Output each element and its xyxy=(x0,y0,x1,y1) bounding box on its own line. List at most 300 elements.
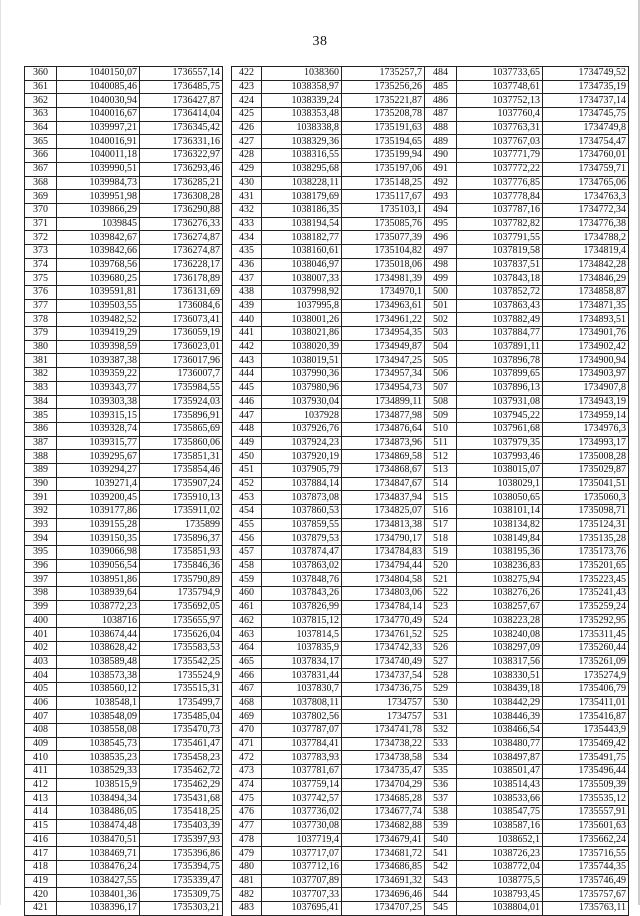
point-number-cell: 476 xyxy=(232,806,262,820)
x-coordinate-cell: 1038547,75 xyxy=(457,806,543,820)
x-coordinate-cell: 1038474,48 xyxy=(57,819,140,833)
table-row xyxy=(425,806,629,820)
coordinate-table-left xyxy=(24,66,223,916)
table-row xyxy=(232,628,425,642)
y-coordinate-cell: 1736331,16 xyxy=(140,135,223,149)
y-coordinate-cell: 1734707,25 xyxy=(342,901,425,915)
x-coordinate-cell: 1039295,67 xyxy=(57,450,140,464)
point-number-cell: 378 xyxy=(25,313,57,327)
x-coordinate-cell: 1038589,48 xyxy=(57,655,140,669)
y-coordinate-cell: 1735899 xyxy=(140,518,223,532)
y-coordinate-cell: 1735907,24 xyxy=(140,477,223,491)
table-row xyxy=(232,368,425,382)
y-coordinate-cell: 1734681,72 xyxy=(342,847,425,861)
x-coordinate-cell: 1038317,56 xyxy=(457,655,543,669)
point-number-cell: 391 xyxy=(25,491,57,505)
x-coordinate-cell: 1038020,39 xyxy=(262,340,342,354)
point-number-cell: 394 xyxy=(25,532,57,546)
x-coordinate-cell: 1037928 xyxy=(262,409,342,423)
x-coordinate-cell: 1037945,22 xyxy=(457,409,543,423)
x-coordinate-cell: 1037695,41 xyxy=(262,901,342,915)
point-number-cell: 529 xyxy=(425,682,457,696)
y-coordinate-cell: 1734876,64 xyxy=(342,422,425,436)
y-coordinate-cell: 1734877,98 xyxy=(342,409,425,423)
table-row xyxy=(425,491,629,505)
table-row xyxy=(25,149,223,163)
y-coordinate-cell: 1734949,87 xyxy=(342,340,425,354)
point-number-cell: 397 xyxy=(25,573,57,587)
point-number-cell: 380 xyxy=(25,340,57,354)
x-coordinate-cell: 1038015,07 xyxy=(457,463,543,477)
y-coordinate-cell: 1734788,2 xyxy=(543,231,629,245)
point-number-cell: 366 xyxy=(25,149,57,163)
table-row xyxy=(25,450,223,464)
x-coordinate-cell: 1038179,69 xyxy=(262,190,342,204)
point-number-cell: 494 xyxy=(425,203,457,217)
x-coordinate-cell: 1038775,5 xyxy=(457,874,543,888)
x-coordinate-cell: 1040150,07 xyxy=(57,67,140,81)
table-row xyxy=(232,381,425,395)
point-number-cell: 469 xyxy=(232,710,262,724)
y-coordinate-cell: 1734738,58 xyxy=(342,751,425,765)
point-number-cell: 439 xyxy=(232,299,262,313)
x-coordinate-cell: 1037899,65 xyxy=(457,368,543,382)
table-row xyxy=(232,94,425,108)
x-coordinate-cell: 1038329,36 xyxy=(262,135,342,149)
table-row xyxy=(25,901,223,915)
table-row xyxy=(425,792,629,806)
table-row xyxy=(425,231,629,245)
table-row xyxy=(425,724,629,738)
y-coordinate-cell: 1735491,75 xyxy=(543,751,629,765)
x-coordinate-cell: 1039990,51 xyxy=(57,162,140,176)
point-number-cell: 453 xyxy=(232,491,262,505)
point-number-cell: 481 xyxy=(232,874,262,888)
point-number-cell: 478 xyxy=(232,833,262,847)
y-coordinate-cell: 1735257,7 xyxy=(342,67,425,81)
table-row xyxy=(232,176,425,190)
x-coordinate-cell: 1038295,68 xyxy=(262,162,342,176)
point-number-cell: 454 xyxy=(232,505,262,519)
x-coordinate-cell: 1037819,58 xyxy=(457,244,543,258)
x-coordinate-cell: 1039503,55 xyxy=(57,299,140,313)
point-number-cell: 480 xyxy=(232,860,262,874)
x-coordinate-cell: 1037995,8 xyxy=(262,299,342,313)
scan-edge-left xyxy=(0,0,1,905)
point-number-cell: 425 xyxy=(232,108,262,122)
point-number-cell: 402 xyxy=(25,641,57,655)
y-coordinate-cell: 1735854,46 xyxy=(140,463,223,477)
table-row xyxy=(232,655,425,669)
x-coordinate-cell: 1037776,85 xyxy=(457,176,543,190)
point-number-cell: 542 xyxy=(425,860,457,874)
table-row xyxy=(25,888,223,902)
x-coordinate-cell: 1037830,7 xyxy=(262,682,342,696)
y-coordinate-cell: 1736059,19 xyxy=(140,327,223,341)
y-coordinate-cell: 1735135,28 xyxy=(543,532,629,546)
x-coordinate-cell: 1038515,9 xyxy=(57,778,140,792)
y-coordinate-cell: 1735148,25 xyxy=(342,176,425,190)
table-row xyxy=(425,600,629,614)
x-coordinate-cell: 1037884,14 xyxy=(262,477,342,491)
x-coordinate-cell: 1038353,48 xyxy=(262,108,342,122)
table-row xyxy=(232,409,425,423)
point-number-cell: 433 xyxy=(232,217,262,231)
table-row xyxy=(425,587,629,601)
point-number-cell: 479 xyxy=(232,847,262,861)
x-coordinate-cell: 1037979,35 xyxy=(457,436,543,450)
y-coordinate-cell: 1735397,93 xyxy=(140,833,223,847)
y-coordinate-cell: 1735485,04 xyxy=(140,710,223,724)
y-coordinate-cell: 1735199,94 xyxy=(342,149,425,163)
point-number-cell: 490 xyxy=(425,149,457,163)
y-coordinate-cell: 1734954,35 xyxy=(342,327,425,341)
table-row xyxy=(425,559,629,573)
point-number-cell: 407 xyxy=(25,710,57,724)
table-row xyxy=(25,778,223,792)
point-number-cell: 368 xyxy=(25,176,57,190)
table-row xyxy=(232,149,425,163)
y-coordinate-cell: 1735443,9 xyxy=(543,724,629,738)
table-row xyxy=(25,751,223,765)
x-coordinate-cell: 1037742,57 xyxy=(262,792,342,806)
y-coordinate-cell: 1734763,3 xyxy=(543,190,629,204)
table-row xyxy=(232,121,425,135)
y-coordinate-cell: 1735790,89 xyxy=(140,573,223,587)
point-number-cell: 372 xyxy=(25,231,57,245)
y-coordinate-cell: 1734691,32 xyxy=(342,874,425,888)
point-number-cell: 382 xyxy=(25,368,57,382)
y-coordinate-cell: 1735984,55 xyxy=(140,381,223,395)
table-row xyxy=(25,682,223,696)
y-coordinate-cell: 1734738,22 xyxy=(342,737,425,751)
table-row xyxy=(25,176,223,190)
point-number-cell: 540 xyxy=(425,833,457,847)
y-coordinate-cell: 1734957,34 xyxy=(342,368,425,382)
table-row xyxy=(425,901,629,915)
x-coordinate-cell: 1037891,11 xyxy=(457,340,543,354)
table-row xyxy=(425,737,629,751)
table-row xyxy=(25,162,223,176)
point-number-cell: 452 xyxy=(232,477,262,491)
x-coordinate-cell: 1039056,54 xyxy=(57,559,140,573)
y-coordinate-cell: 1735008,28 xyxy=(543,450,629,464)
table-row xyxy=(25,600,223,614)
table-row xyxy=(25,354,223,368)
y-coordinate-cell: 1735744,35 xyxy=(543,860,629,874)
y-coordinate-cell: 1734873,96 xyxy=(342,436,425,450)
y-coordinate-cell: 1734759,71 xyxy=(543,162,629,176)
table-row xyxy=(425,203,629,217)
point-number-cell: 365 xyxy=(25,135,57,149)
point-number-cell: 467 xyxy=(232,682,262,696)
y-coordinate-cell: 1736131,69 xyxy=(140,286,223,300)
point-number-cell: 470 xyxy=(232,724,262,738)
y-coordinate-cell: 1735117,67 xyxy=(342,190,425,204)
x-coordinate-cell: 1037843,18 xyxy=(457,272,543,286)
y-coordinate-cell: 1735339,47 xyxy=(140,874,223,888)
table-row xyxy=(425,409,629,423)
table-row xyxy=(25,203,223,217)
y-coordinate-cell: 1734745,75 xyxy=(543,108,629,122)
table-row xyxy=(232,450,425,464)
table-row xyxy=(232,682,425,696)
point-number-cell: 532 xyxy=(425,724,457,738)
x-coordinate-cell: 1038560,12 xyxy=(57,682,140,696)
table-row xyxy=(232,765,425,779)
x-coordinate-cell: 1037815,12 xyxy=(262,614,342,628)
x-coordinate-cell: 1037778,84 xyxy=(457,190,543,204)
y-coordinate-cell: 1735194,65 xyxy=(342,135,425,149)
x-coordinate-cell: 1038160,61 xyxy=(262,244,342,258)
x-coordinate-cell: 1038772,23 xyxy=(57,600,140,614)
y-coordinate-cell: 1734737,14 xyxy=(543,94,629,108)
x-coordinate-cell: 1037826,99 xyxy=(262,600,342,614)
table-row xyxy=(425,217,629,231)
x-coordinate-cell: 1037719,4 xyxy=(262,833,342,847)
table-row xyxy=(425,176,629,190)
table-row xyxy=(232,340,425,354)
point-number-cell: 413 xyxy=(25,792,57,806)
x-coordinate-cell: 1040011,18 xyxy=(57,149,140,163)
x-coordinate-cell: 1038228,11 xyxy=(262,176,342,190)
x-coordinate-cell: 1037863,43 xyxy=(457,299,543,313)
y-coordinate-cell: 1734696,46 xyxy=(342,888,425,902)
point-number-cell: 510 xyxy=(425,422,457,436)
table-row xyxy=(232,573,425,587)
x-coordinate-cell: 1038297,09 xyxy=(457,641,543,655)
y-coordinate-cell: 1735515,31 xyxy=(140,682,223,696)
point-number-cell: 384 xyxy=(25,395,57,409)
table-row xyxy=(25,518,223,532)
y-coordinate-cell: 1735191,63 xyxy=(342,121,425,135)
point-number-cell: 492 xyxy=(425,176,457,190)
point-number-cell: 464 xyxy=(232,641,262,655)
point-number-cell: 503 xyxy=(425,327,457,341)
table-row xyxy=(425,751,629,765)
y-coordinate-cell: 1734682,88 xyxy=(342,819,425,833)
table-row xyxy=(425,299,629,313)
y-coordinate-cell: 1734790,17 xyxy=(342,532,425,546)
x-coordinate-cell: 1039303,38 xyxy=(57,395,140,409)
point-number-cell: 404 xyxy=(25,669,57,683)
table-row xyxy=(232,778,425,792)
table-row xyxy=(232,505,425,519)
x-coordinate-cell: 1037772,22 xyxy=(457,162,543,176)
point-number-cell: 474 xyxy=(232,778,262,792)
x-coordinate-cell: 1039315,15 xyxy=(57,409,140,423)
x-coordinate-cell: 1038486,05 xyxy=(57,806,140,820)
table-row xyxy=(232,436,425,450)
table-row xyxy=(25,559,223,573)
y-coordinate-cell: 1734749,52 xyxy=(543,67,629,81)
point-number-cell: 486 xyxy=(425,94,457,108)
x-coordinate-cell: 1038240,08 xyxy=(457,628,543,642)
table-row xyxy=(25,833,223,847)
table-row xyxy=(425,888,629,902)
x-coordinate-cell: 1037784,41 xyxy=(262,737,342,751)
y-coordinate-cell: 1735896,37 xyxy=(140,532,223,546)
point-number-cell: 392 xyxy=(25,505,57,519)
x-coordinate-cell: 1038535,23 xyxy=(57,751,140,765)
y-coordinate-cell: 1734959,14 xyxy=(543,409,629,423)
y-coordinate-cell: 1734804,58 xyxy=(342,573,425,587)
y-coordinate-cell: 1734907,8 xyxy=(543,381,629,395)
table-row xyxy=(232,724,425,738)
table-row xyxy=(232,244,425,258)
x-coordinate-cell: 1038939,64 xyxy=(57,587,140,601)
table-row xyxy=(232,395,425,409)
table-row xyxy=(232,737,425,751)
x-coordinate-cell: 1037733,65 xyxy=(457,67,543,81)
table-row xyxy=(232,833,425,847)
x-coordinate-cell: 1039066,98 xyxy=(57,546,140,560)
table-row xyxy=(25,327,223,341)
point-number-cell: 519 xyxy=(425,546,457,560)
table-row xyxy=(25,258,223,272)
point-number-cell: 501 xyxy=(425,299,457,313)
y-coordinate-cell: 1735406,79 xyxy=(543,682,629,696)
y-coordinate-cell: 1734784,83 xyxy=(342,546,425,560)
table-row xyxy=(425,477,629,491)
x-coordinate-cell: 1037834,17 xyxy=(262,655,342,669)
table-row xyxy=(232,231,425,245)
y-coordinate-cell: 1736345,42 xyxy=(140,121,223,135)
table-row xyxy=(425,327,629,341)
coordinate-tables xyxy=(24,66,628,914)
table-row xyxy=(232,546,425,560)
table-row xyxy=(425,614,629,628)
y-coordinate-cell: 1735060,3 xyxy=(543,491,629,505)
table-row xyxy=(25,190,223,204)
x-coordinate-cell: 1038469,71 xyxy=(57,847,140,861)
table-row xyxy=(232,327,425,341)
page-number: 38 xyxy=(312,34,328,49)
y-coordinate-cell: 1735396,86 xyxy=(140,847,223,861)
point-number-cell: 536 xyxy=(425,778,457,792)
y-coordinate-cell: 1735851,93 xyxy=(140,546,223,560)
x-coordinate-cell: 1038501,47 xyxy=(457,765,543,779)
x-coordinate-cell: 1038726,23 xyxy=(457,847,543,861)
table-row xyxy=(425,505,629,519)
table-row xyxy=(25,491,223,505)
y-coordinate-cell: 1734813,38 xyxy=(342,518,425,532)
table-row xyxy=(25,67,223,81)
point-number-cell: 491 xyxy=(425,162,457,176)
point-number-cell: 410 xyxy=(25,751,57,765)
x-coordinate-cell: 1039419,29 xyxy=(57,327,140,341)
x-coordinate-cell: 1038396,17 xyxy=(57,901,140,915)
x-coordinate-cell: 1040085,46 xyxy=(57,80,140,94)
y-coordinate-cell: 1735201,65 xyxy=(543,559,629,573)
x-coordinate-cell: 1037843,26 xyxy=(262,587,342,601)
x-coordinate-cell: 1038466,54 xyxy=(457,724,543,738)
point-number-cell: 405 xyxy=(25,682,57,696)
x-coordinate-cell: 1037814,5 xyxy=(262,628,342,642)
table-row xyxy=(232,614,425,628)
y-coordinate-cell: 1734963,61 xyxy=(342,299,425,313)
point-number-cell: 533 xyxy=(425,737,457,751)
table-row xyxy=(425,573,629,587)
x-coordinate-cell: 1037787,16 xyxy=(457,203,543,217)
x-coordinate-cell: 1037905,79 xyxy=(262,463,342,477)
y-coordinate-cell: 1734765,06 xyxy=(543,176,629,190)
y-coordinate-cell: 1735462,29 xyxy=(140,778,223,792)
y-coordinate-cell: 1736414,04 xyxy=(140,108,223,122)
y-coordinate-cell: 1735865,69 xyxy=(140,422,223,436)
table-row xyxy=(25,696,223,710)
point-number-cell: 488 xyxy=(425,121,457,135)
x-coordinate-cell: 1037783,93 xyxy=(262,751,342,765)
table-row xyxy=(232,67,425,81)
x-coordinate-cell: 1038186,35 xyxy=(262,203,342,217)
point-number-cell: 460 xyxy=(232,587,262,601)
table-row xyxy=(25,532,223,546)
point-number-cell: 538 xyxy=(425,806,457,820)
point-number-cell: 396 xyxy=(25,559,57,573)
point-number-cell: 482 xyxy=(232,888,262,902)
y-coordinate-cell: 1736228,17 xyxy=(140,258,223,272)
y-coordinate-cell: 1735524,9 xyxy=(140,669,223,683)
x-coordinate-cell: 1038951,86 xyxy=(57,573,140,587)
x-coordinate-cell: 1039398,59 xyxy=(57,340,140,354)
x-coordinate-cell: 1038021,86 xyxy=(262,327,342,341)
table-row xyxy=(425,162,629,176)
table-row xyxy=(425,395,629,409)
point-number-cell: 363 xyxy=(25,108,57,122)
table-row xyxy=(232,600,425,614)
point-number-cell: 417 xyxy=(25,847,57,861)
point-number-cell: 369 xyxy=(25,190,57,204)
table-row xyxy=(25,313,223,327)
y-coordinate-cell: 1736023,01 xyxy=(140,340,223,354)
table-row xyxy=(425,272,629,286)
x-coordinate-cell: 1037712,16 xyxy=(262,860,342,874)
y-coordinate-cell: 1734761,52 xyxy=(342,628,425,642)
table-row xyxy=(232,874,425,888)
table-row xyxy=(25,422,223,436)
point-number-cell: 506 xyxy=(425,368,457,382)
point-number-cell: 420 xyxy=(25,888,57,902)
point-number-cell: 541 xyxy=(425,847,457,861)
y-coordinate-cell: 1734803,06 xyxy=(342,587,425,601)
y-coordinate-cell: 1735103,1 xyxy=(342,203,425,217)
table-row xyxy=(25,847,223,861)
point-number-cell: 511 xyxy=(425,436,457,450)
x-coordinate-cell: 1039482,52 xyxy=(57,313,140,327)
table-row xyxy=(232,217,425,231)
coordinate-table-middle xyxy=(231,66,425,916)
y-coordinate-cell: 1735662,24 xyxy=(543,833,629,847)
point-number-cell: 487 xyxy=(425,108,457,122)
y-coordinate-cell: 1735626,04 xyxy=(140,628,223,642)
y-coordinate-cell: 1735260,44 xyxy=(543,641,629,655)
point-number-cell: 441 xyxy=(232,327,262,341)
y-coordinate-cell: 1734686,85 xyxy=(342,860,425,874)
table-row xyxy=(232,354,425,368)
point-number-cell: 530 xyxy=(425,696,457,710)
x-coordinate-cell: 1039997,21 xyxy=(57,121,140,135)
x-coordinate-cell: 1038494,34 xyxy=(57,792,140,806)
x-coordinate-cell: 1039328,74 xyxy=(57,422,140,436)
y-coordinate-cell: 1735261,09 xyxy=(543,655,629,669)
point-number-cell: 409 xyxy=(25,737,57,751)
point-number-cell: 518 xyxy=(425,532,457,546)
y-coordinate-cell: 1734770,49 xyxy=(342,614,425,628)
table-row xyxy=(25,80,223,94)
table-row xyxy=(425,381,629,395)
y-coordinate-cell: 1734735,19 xyxy=(543,80,629,94)
